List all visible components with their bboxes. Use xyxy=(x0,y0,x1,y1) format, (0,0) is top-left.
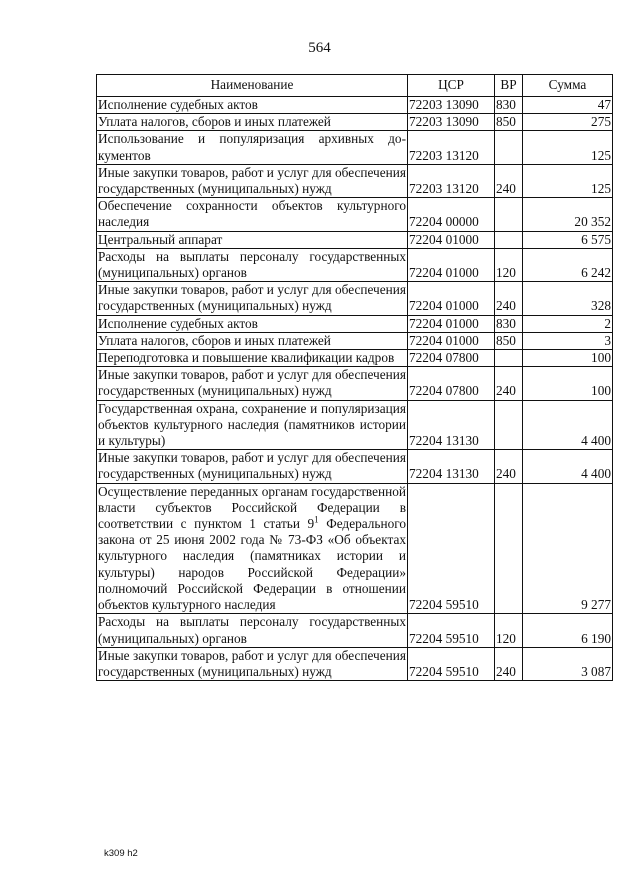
row-vr xyxy=(495,400,523,450)
row-sum: 3 087 xyxy=(523,647,613,680)
row-name: Расходы на выплаты персоналу государственных (муниципальных) органов xyxy=(98,614,406,646)
row-name xyxy=(97,483,408,614)
row-sum: 20 352 xyxy=(523,198,613,231)
row-sum: 6 190 xyxy=(523,614,613,647)
row-name: Иные закупки товаров, работ и услуг для обеспечения государственных (муниципальных) нужд xyxy=(98,282,406,314)
row-name-part: Осуществление переданных органам государственной власти субъектов Российской Федерации в соответствии с пунктом 1 статьи 9 xyxy=(98,483,406,532)
row-csr: 72204 59510 xyxy=(408,483,495,614)
row-csr: 72204 07800 xyxy=(408,350,495,367)
row-vr xyxy=(495,198,523,231)
row-name: Исполнение судебных актов xyxy=(97,97,408,114)
row-name: Государственная охрана, сохранение и популяризация объектов культурного наследия (памятников истории и культуры) xyxy=(98,400,406,449)
row-csr: 72204 13130 xyxy=(408,450,495,483)
row-csr: 72204 01000 xyxy=(408,282,495,315)
row-csr: 72204 01000 xyxy=(408,248,495,281)
row-sum: 9 277 xyxy=(523,483,613,614)
row-sum: 6 575 xyxy=(523,231,613,248)
table-row xyxy=(97,198,613,231)
row-sum: 4 400 xyxy=(523,400,613,450)
row-vr: 850 xyxy=(495,114,523,131)
row-sum: 6 242 xyxy=(523,248,613,281)
row-name: Иные закупки товаров, работ и услуг для обеспечения государственных (муниципальных) нужд xyxy=(98,450,406,482)
row-sum: 2 xyxy=(523,315,613,332)
row-sum: 47 xyxy=(523,97,613,114)
row-csr: 72204 59510 xyxy=(408,647,495,680)
row-name: Иные закупки товаров, работ и услуг для обеспечения государственных (муниципальных) нужд xyxy=(98,647,406,679)
row-csr: 72203 13090 xyxy=(408,97,495,114)
row-vr: 240 xyxy=(495,282,523,315)
table-header-row xyxy=(97,75,613,97)
row-vr: 850 xyxy=(495,332,523,349)
row-name: Уплата налогов, сборов и иных платежей xyxy=(97,114,408,131)
row-vr: 120 xyxy=(495,248,523,281)
table-row xyxy=(97,282,613,315)
row-vr xyxy=(495,483,523,614)
table-row xyxy=(97,248,613,281)
row-sum: 100 xyxy=(523,350,613,367)
row-sum: 125 xyxy=(523,164,613,197)
header-name: Наименование xyxy=(97,75,408,97)
row-name: Иные закупки товаров, работ и услуг для обеспечения государственных (муниципальных) нужд xyxy=(98,164,406,197)
row-csr: 72203 13120 xyxy=(408,164,495,197)
row-csr: 72204 01000 xyxy=(408,332,495,349)
row-csr: 72203 13090 xyxy=(408,114,495,131)
page-number: 564 xyxy=(308,40,331,56)
row-name: Исполнение судебных актов xyxy=(97,315,408,332)
footnote-superscript: 1 xyxy=(314,514,319,525)
row-csr: 72204 00000 xyxy=(408,198,495,231)
row-sum: 4 400 xyxy=(523,450,613,483)
row-name: Использование и популяризация архивных документов xyxy=(98,131,406,163)
table-row xyxy=(97,97,613,114)
row-sum: 3 xyxy=(523,332,613,349)
header-sum: Сумма xyxy=(523,75,613,97)
row-vr: 830 xyxy=(495,315,523,332)
row-name-part: Федерального закона от 25 июня 2002 года № 73-ФЗ «Об объектах культурного наследия (памятниках истории и культуры) народов Российской Федерации» полномочий Российской Федерации в отношении объектов культурного наследия xyxy=(98,516,406,613)
header-csr: ЦСР xyxy=(408,75,495,97)
table-row xyxy=(97,114,613,131)
row-csr: 72204 01000 xyxy=(408,315,495,332)
table-row xyxy=(97,367,613,400)
table-row xyxy=(97,350,613,367)
row-name: Уплата налогов, сборов и иных платежей xyxy=(97,332,408,349)
row-vr: 240 xyxy=(495,367,523,400)
header-vr: ВР xyxy=(495,75,523,97)
row-name: Иные закупки товаров, работ и услуг для обеспечения государственных (муниципальных) нужд xyxy=(98,367,406,399)
row-name: Расходы на выплаты персоналу государственных (муниципальных) органов xyxy=(98,248,406,281)
row-sum: 125 xyxy=(523,131,613,164)
row-csr: 72204 01000 xyxy=(408,231,495,248)
table-row xyxy=(97,450,613,483)
row-csr: 72203 13120 xyxy=(408,131,495,164)
row-vr xyxy=(495,350,523,367)
row-vr: 120 xyxy=(495,614,523,647)
row-vr: 240 xyxy=(495,164,523,197)
row-sum: 275 xyxy=(523,114,613,131)
table-row xyxy=(97,400,613,450)
table-row xyxy=(97,483,613,614)
row-vr: 240 xyxy=(495,450,523,483)
row-name: Центральный аппарат xyxy=(97,231,408,248)
row-csr: 72204 59510 xyxy=(408,614,495,647)
table-row xyxy=(97,231,613,248)
row-csr: 72204 13130 xyxy=(408,400,495,450)
row-vr: 830 xyxy=(495,97,523,114)
table-row xyxy=(97,332,613,349)
row-vr xyxy=(495,231,523,248)
table-row xyxy=(97,614,613,647)
table-row xyxy=(97,647,613,680)
budget-table xyxy=(96,74,613,681)
row-name: Обеспечение сохранности объектов культурного наследия xyxy=(98,198,406,230)
row-vr: 240 xyxy=(495,647,523,680)
table-row xyxy=(97,315,613,332)
row-vr xyxy=(495,131,523,164)
row-sum: 328 xyxy=(523,282,613,315)
table-row xyxy=(97,131,613,164)
row-name: Переподготовка и повышение квалификации кадров xyxy=(97,350,408,367)
row-csr: 72204 07800 xyxy=(408,367,495,400)
row-sum: 100 xyxy=(523,367,613,400)
footer-code: k309 h2 xyxy=(104,848,138,859)
table-row xyxy=(97,164,613,197)
